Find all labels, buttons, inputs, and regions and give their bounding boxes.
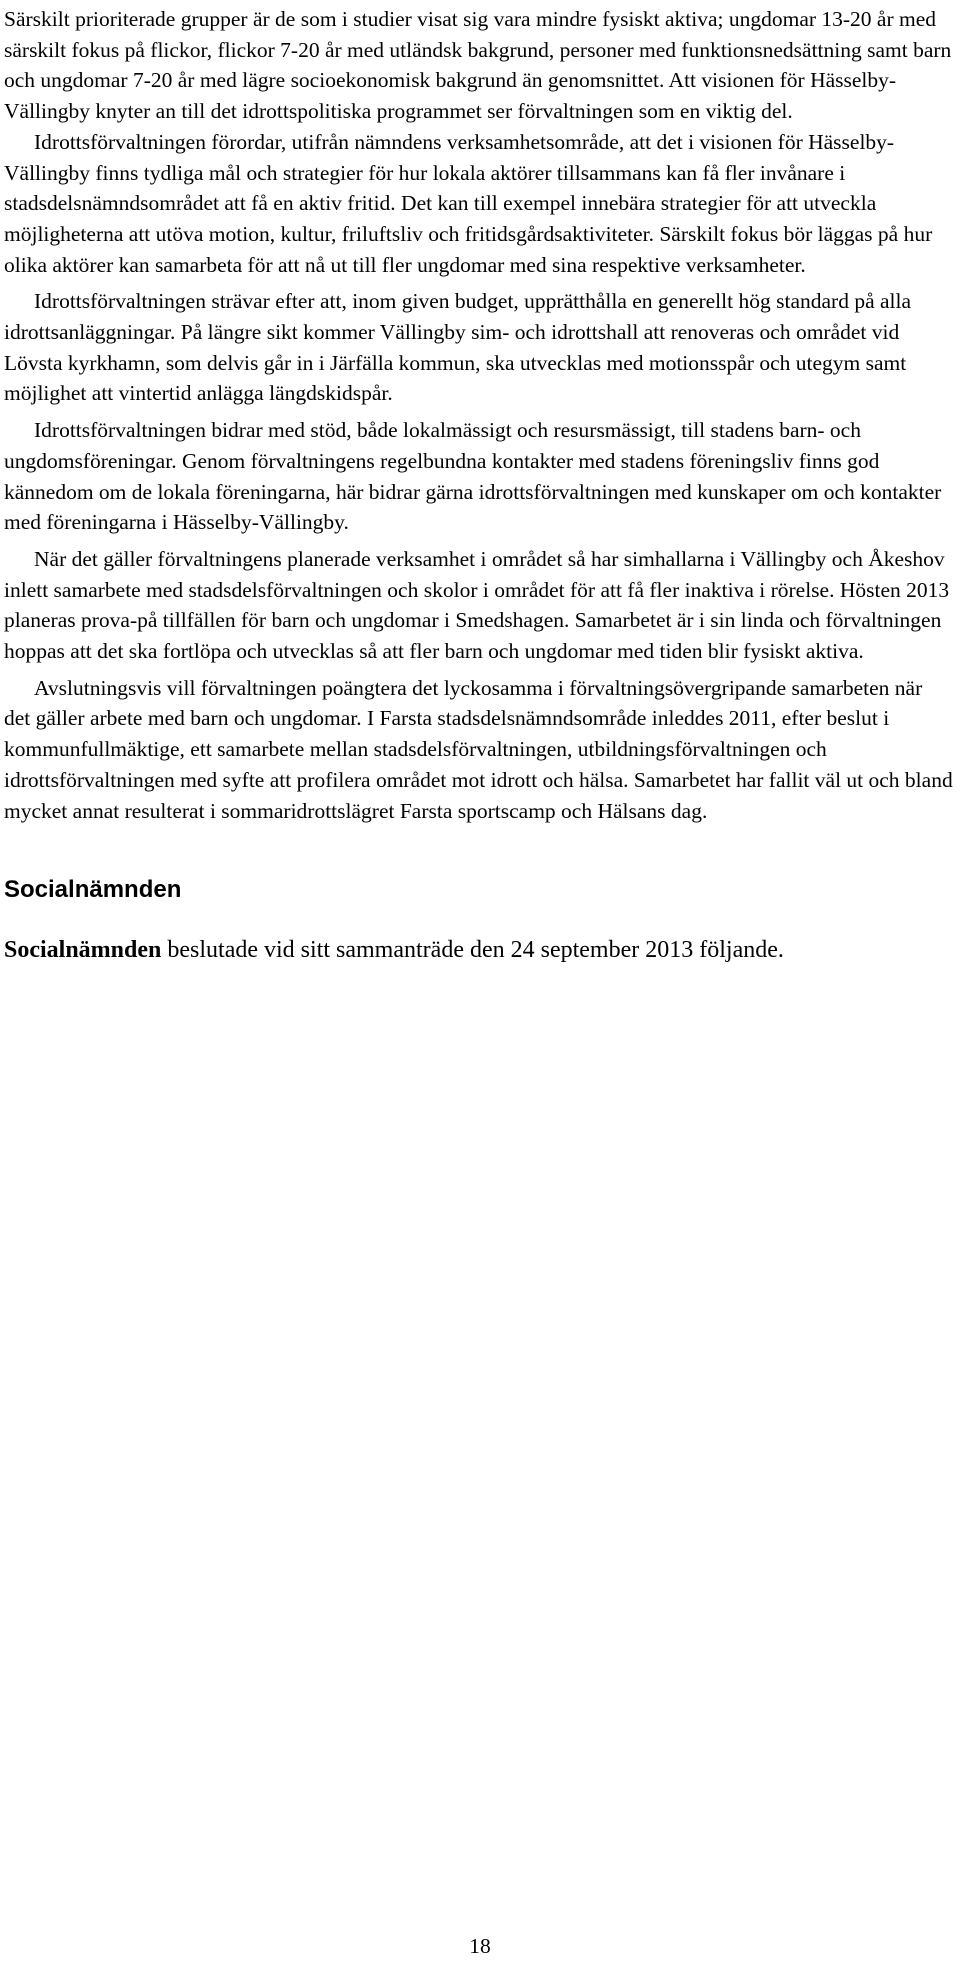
paragraph-vision-strategies: Idrottsförvaltningen förordar, utifrån nämndens verksamhetsområde, att det i visionen för Hässelby-Vällingby finns tydliga mål och strategier för hur lokala aktörer tillsammans kan få fler invånare i stadsdelsnämndsområdet att få en aktiv fritid. Det kan till exempel innebära strategier för att utveckla möjligheterna att utöva motion, kultur, friluftsliv och fritidsgårdsaktiviteter. Särskilt fokus bör läggas på hur olika aktörer kan samarbeta för att nå ut till fler ungdomar med sina respektive verksamheter. <box>4 129 933 277</box>
paragraph-planned-activities: När det gäller förvaltningens planerade verksamhet i området så har simhallarna i Vällingby och Åkeshov inlett samarbete med stadsdelsförvaltningen och skolor i området för att få fler inaktiva i rörelse. Hösten 2013 planeras prova-på tillfällen för barn och ungdomar i Smedshagen. Samarbetet är i sin linda och förvaltningen hoppas att det ska fortlöpa och utvecklas så att fler barn och ungdomar med tiden blir fysiskt aktiva. <box>4 546 950 664</box>
section-heading: Socialnämnden <box>4 876 182 904</box>
paragraph-priority-groups: Särskilt prioriterade grupper är de som i studier visat sig vara mindre fysiskt aktiva; ungdomar 13-20 år med särskilt fokus på flickor, flickor 7-20 år med utländsk bakgrund, personer med funktionsnedsättning samt barn och ungdomar 7-20 år med lägre socioekonomisk bakgrund än genomsnittet. Att visionen för Hässelby-Vällingby knyter an till det idrottspolitiska programmet ser förvaltningen som en viktig del. <box>4 7 952 124</box>
document-body <box>4 4 953 969</box>
resolution-text: beslutade vid sitt sammanträde den 24 september 2013 följande. <box>161 937 784 964</box>
paragraph-association-support: Idrottsförvaltningen bidrar med stöd, både lokalmässigt och resursmässigt, till stadens barn- och ungdomsföreningar. Genom förvaltningens regelbundna kontakter med stadens föreningsliv finns god kännedom om de lokala föreningarna, här bidrar gärna idrottsförvaltningen med kunskaper om och kontakter med föreningarna i Hässelby-Vällingby. <box>4 418 942 535</box>
resolution-paragraph <box>4 932 953 969</box>
paragraph-facilities: Idrottsförvaltningen strävar efter att, inom given budget, upprätthålla en generellt hög standard på alla idrottsanläggningar. På längre sikt kommer Vällingby sim- och idrottshall att renoveras och området vid Lövsta kyrkhamn, som delvis går in i Järfälla kommun, ska utvecklas med motionsspår och utegym samt möjlighet att vintertid anlägga längdskidspår. <box>4 289 912 406</box>
page-number: 18 <box>469 1934 491 1958</box>
resolution-bold-label: Socialnämnden <box>4 937 162 964</box>
paragraph-collaboration: Avslutningsvis vill förvaltningen poängtera det lyckosamma i förvaltningsövergripande samarbeten när det gäller arbete med barn och ungdomar. I Farsta stadsdelsnämndsområde inleddes 2011, efter beslut i kommunfullmäktige, ett samarbete mellan stadsdelsförvaltningen, utbildningsförvaltningen och idrottsförvaltningen med syfte att profilera området mot idrott och hälsa. Samarbetet har fallit väl ut och bland mycket annat resulterat i sommaridrottslägret Farsta sportscamp och Hälsans dag. <box>4 675 953 823</box>
